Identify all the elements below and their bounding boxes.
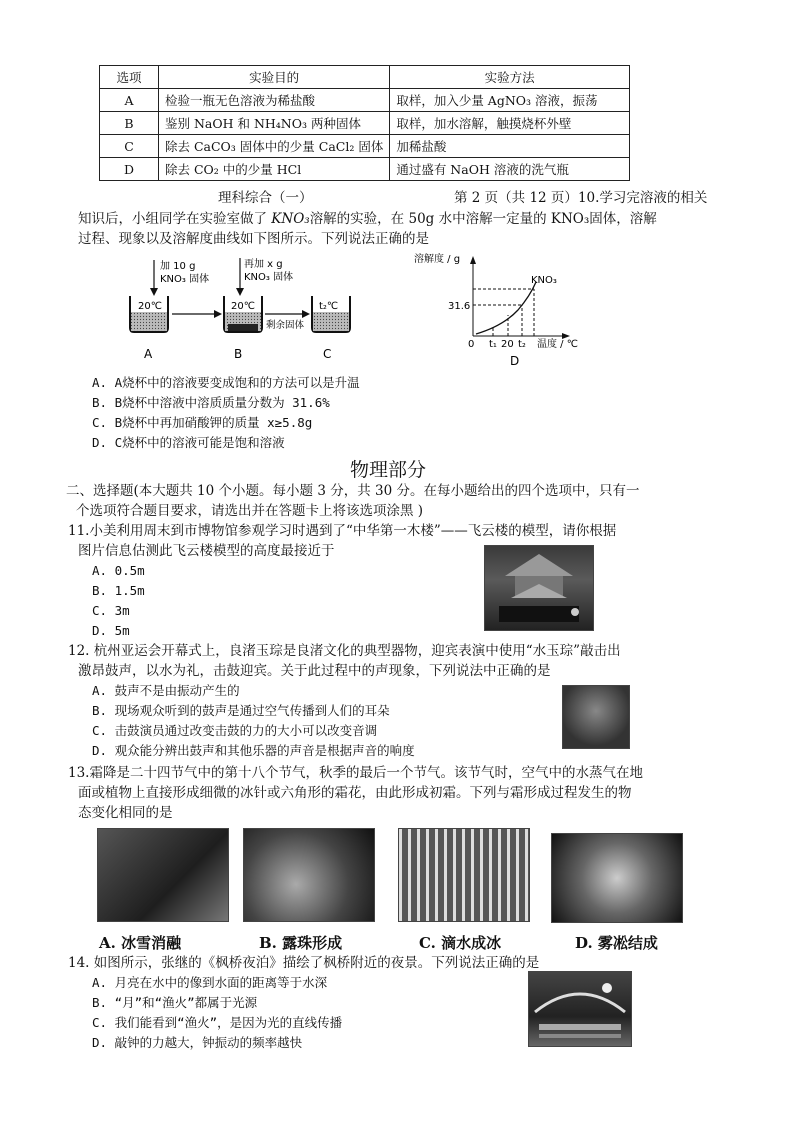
table-cell: 通过盛有 NaOH 溶液的洗气瓶	[390, 158, 630, 181]
graph-t1: t₁	[489, 339, 497, 350]
instructions-line1: 二、选择题(本大题共 10 个小题。每小题 3 分，共 30 分。在每小题给出的四个选项中，只有一	[66, 483, 640, 499]
graph-y-value: 31.6	[448, 301, 471, 312]
table-cell: 加稀盐酸	[390, 135, 630, 158]
add-b-line2: KNO₃ 固体	[244, 272, 294, 283]
graph-curve-label: KNO₃	[531, 275, 557, 286]
q14-option-c: C. 我们能看到“渔火”，是因为光的直线传播	[92, 1015, 343, 1030]
q11-option-c: C. 3m	[92, 603, 130, 618]
table-cell: 取样，加水溶解，触摸烧杯外壁	[390, 112, 630, 135]
footer-page	[454, 188, 707, 208]
graph-t2: t₂	[518, 339, 526, 350]
table-cell: B	[100, 112, 159, 135]
table-row	[100, 135, 630, 158]
table-row	[100, 112, 630, 135]
beaker-a-temp: 20℃	[138, 301, 162, 312]
table-row	[100, 158, 630, 181]
caption-b: B. 露珠形成	[259, 934, 343, 952]
caption-d: D. 雾凇结成	[575, 934, 658, 952]
beaker-c	[312, 296, 350, 332]
solubility-figure	[118, 252, 598, 374]
melting-snow-photo	[97, 828, 229, 922]
footer-right: 第 2 页（共 12 页）	[454, 190, 578, 206]
q10-option-c: C. B烧杯中再加硝酸钾的质量 x≥5.8g	[92, 415, 313, 430]
dew-drops-photo	[243, 828, 375, 922]
q12-option-d: D. 观众能分辨出鼓声和其他乐器的声音是根据声音的响度	[92, 743, 415, 758]
q10-option-d: D. C烧杯中的溶液可能是饱和溶液	[92, 435, 285, 450]
q11-line1: 11.小美利用周末到市博物馆参观学习时遇到了“中华第一木楼”——飞云楼的模型，请你根据	[68, 523, 617, 539]
table-header: 实验目的	[159, 66, 390, 89]
beaker-c-temp: t₂℃	[319, 301, 339, 312]
beaker-b-temp: 20℃	[231, 301, 255, 312]
q12-option-c: C. 击鼓演员通过改变击鼓的力的大小可以改变音调	[92, 723, 378, 738]
q10-option-a: A. A烧杯中的溶液要变成饱和的方法可以是升温	[92, 375, 360, 390]
graph-origin: 0	[468, 339, 475, 350]
q13-line3: 态变化相同的是	[78, 805, 173, 821]
q11-option-b: B. 1.5m	[92, 583, 145, 598]
add-a-line2: KNO₃ 固体	[160, 274, 210, 285]
residue-label: 剩余固体	[266, 320, 305, 331]
table-cell: C	[100, 135, 159, 158]
graph-ylabel: 溶解度 / g	[414, 254, 461, 265]
q10-line2	[78, 209, 657, 229]
q12-option-a: A. 鼓声不是由振动产生的	[92, 683, 240, 698]
q13-line2: 面或植物上直接形成细微的冰针或六角形的霜花，由此形成初霜。下列与霜形成过程发生的物	[78, 785, 632, 801]
q12-line1: 12. 杭州亚运会开幕式上，良渚玉琮是良渚文化的典型器物，迎宾表演中使用“水玉琮”敲击出	[68, 643, 621, 659]
add-a-line1: 加 10 g	[160, 261, 196, 272]
label-d: D	[510, 354, 520, 368]
table-cell: 除去 CaCO₃ 固体中的少量 CaCl₂ 固体	[159, 135, 390, 158]
table-header-row	[100, 66, 630, 89]
label-c: C	[323, 347, 332, 361]
table-cell: 鉴别 NaOH 和 NH₄NO₃ 两种固体	[159, 112, 390, 135]
add-b-line1: 再加 x g	[244, 259, 283, 270]
q10-line1: 10.学习完溶液的相关	[577, 190, 708, 206]
caption-c: C. 滴水成冰	[419, 934, 502, 952]
table-header: 实验方法	[390, 66, 630, 89]
q10-option-b: B. B烧杯中溶液中溶质质量分数为 31.6%	[92, 395, 330, 410]
tower-image	[485, 546, 593, 630]
formula-kno3: KNO₃	[271, 211, 310, 227]
table-cell: 检验一瓶无色溶液为稀盐酸	[159, 89, 390, 112]
q14-option-b: B. “月”和“渔火”都属于光源	[92, 995, 258, 1010]
q10-text: 溶解的实验，在 50g 水中溶解一定量的 KNO₃固体，溶解	[309, 211, 657, 227]
table-cell: D	[100, 158, 159, 181]
bridge-image	[529, 972, 631, 1046]
table-cell: 除去 CO₂ 中的少量 HCl	[159, 158, 390, 181]
maple-bridge-photo	[528, 971, 632, 1047]
q14-line1: 14. 如图所示，张继的《枫桥夜泊》描绘了枫桥附近的夜景。下列说法正确的是	[68, 955, 540, 971]
q11-option-a: A. 0.5m	[92, 563, 145, 578]
experiment-table	[99, 65, 630, 181]
feiyun-tower-photo	[484, 545, 594, 631]
label-b: B	[234, 347, 243, 361]
q13-line1: 13.霜降是二十四节气中的第十八个节气，秋季的最后一个节气。该节气时，空气中的水蒸气在地	[68, 765, 643, 781]
table-cell: 取样，加入少量 AgNO₃ 溶液，振荡	[390, 89, 630, 112]
table-cell: A	[100, 89, 159, 112]
q12-line2: 激昂鼓声，以水为礼，击鼓迎宾。关于此过程中的声现象，下列说法中正确的是	[78, 663, 551, 679]
q11-line2: 图片信息估测此飞云楼模型的高度最接近于	[78, 543, 335, 559]
q10-text: 知识后，小组同学在实验室做了	[78, 211, 272, 227]
q11-option-d: D. 5m	[92, 623, 130, 638]
icicles-photo	[398, 828, 530, 922]
graph-20: 20	[501, 339, 514, 350]
q10-line3: 过程、现象以及溶解度曲线如下图所示。下列说法正确的是	[78, 231, 429, 247]
rime-photo	[551, 833, 683, 923]
section-title: 物理部分	[350, 459, 427, 481]
table-header: 选项	[100, 66, 159, 89]
footer-left: 理科综合（一）	[218, 190, 313, 206]
label-a: A	[144, 347, 153, 361]
drum-performance-photo	[562, 685, 630, 749]
solubility-graph	[414, 252, 578, 368]
table-row	[100, 89, 630, 112]
instructions-line2: 个选项符合题目要求，请选出并在答题卡上将该选项涂黑 )	[76, 503, 424, 519]
q14-option-a: A. 月亮在水中的像到水面的距离等于水深	[92, 975, 328, 990]
caption-a: A. 冰雪消融	[99, 934, 182, 952]
graph-xlabel: 温度 / ℃	[537, 339, 578, 350]
q12-option-b: B. 现场观众听到的鼓声是通过空气传播到人们的耳朵	[92, 703, 390, 718]
q14-option-d: D. 敲钟的力越大，钟振动的频率越快	[92, 1035, 303, 1050]
